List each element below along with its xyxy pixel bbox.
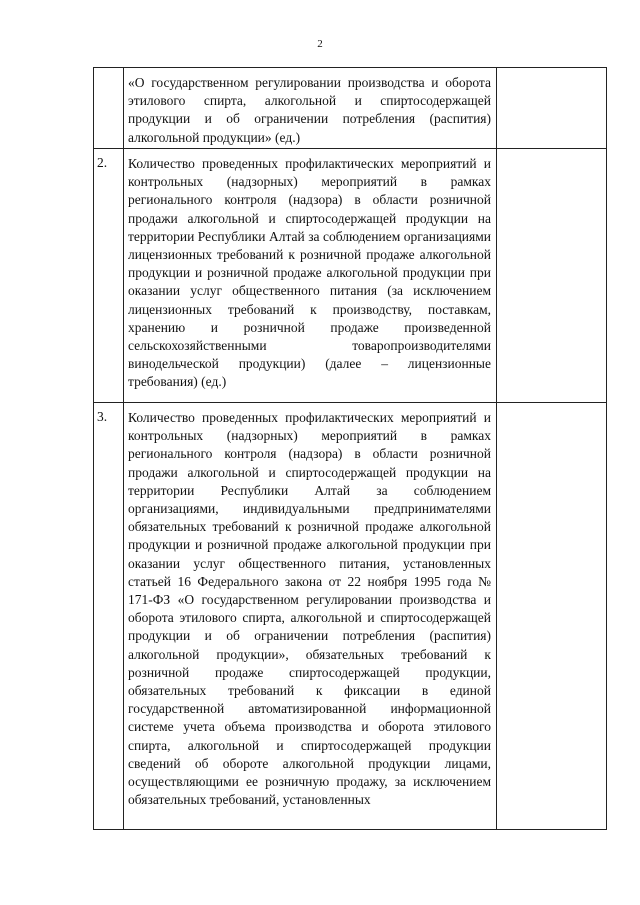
table-rule-row-2 bbox=[93, 402, 607, 403]
row-number: 2. bbox=[97, 155, 108, 170]
table-rule-col-1 bbox=[123, 67, 124, 830]
indicators-table bbox=[93, 67, 607, 830]
row-text: Количество проведенных профилактических мероприятий и контрольных (надзорных) мероприятий в рамках регионального контроля (надзора) в области розничной продажи алкогольной и спиртосодержащей продукции на территории Республики Алтай за соблюдением организациями лицензионных требований к розничной продаже алкогольной продукции и розничной продаже алкогольной продукции при оказании услуг общественного питания (за исключением лицензионных требований к производству, поставкам, хранению и розничной продаже произведенной сельскохозяйственными товаропроизводителями винодельческой продукции) (далее – лицензионные требования) (ед.) bbox=[128, 156, 491, 390]
table-rule-left bbox=[93, 67, 94, 830]
row-number: 3. bbox=[97, 409, 108, 424]
table-rule-row-1 bbox=[93, 148, 607, 149]
row-text: «О государственном регулировании производства и оборота этилового спирта, алкогольной и спиртосодержащей продукции и об ограничении потребления (распития) алкогольной продукции» (ед.) bbox=[128, 75, 491, 145]
table-rule-col-2 bbox=[496, 67, 497, 830]
page-number: 2 bbox=[317, 38, 323, 50]
table-rule-bottom bbox=[93, 829, 607, 830]
table-rule-top bbox=[93, 67, 607, 68]
table-rule-right bbox=[606, 67, 607, 830]
row-text: Количество проведенных профилактических мероприятий и контрольных (надзорных) мероприятий в рамках регионального контроля (надзора) в области розничной продажи алкогольной и спиртосодержащей продукции на территории Республики Алтай за соблюдением организациями, индивидуальными предпринимателями обязательных требований к розничной продаже алкогольной продукции и розничной продаже алкогольной продукции при оказании услуг общественного питания, установленных статьей 16 Федерального закона от 22 ноября 1995 года № 171-ФЗ «О государственном регулировании производства и оборота этилового спирта, алкогольной и спиртосодержащей продукции и об ограничении потребления (распития) алкогольной продукции», обязательных требований к розничной продаже спиртосодержащей продукции, обязательных требований к фиксации в единой государственной автоматизированной информационной системе учета объема производства и оборота этилового спирта, алкогольной и спиртосодержащей продукции сведений об обороте алкогольной продукции лицами, осуществляющими ее розничную продажу, за исключением обязательных требований, установленных bbox=[128, 410, 491, 808]
